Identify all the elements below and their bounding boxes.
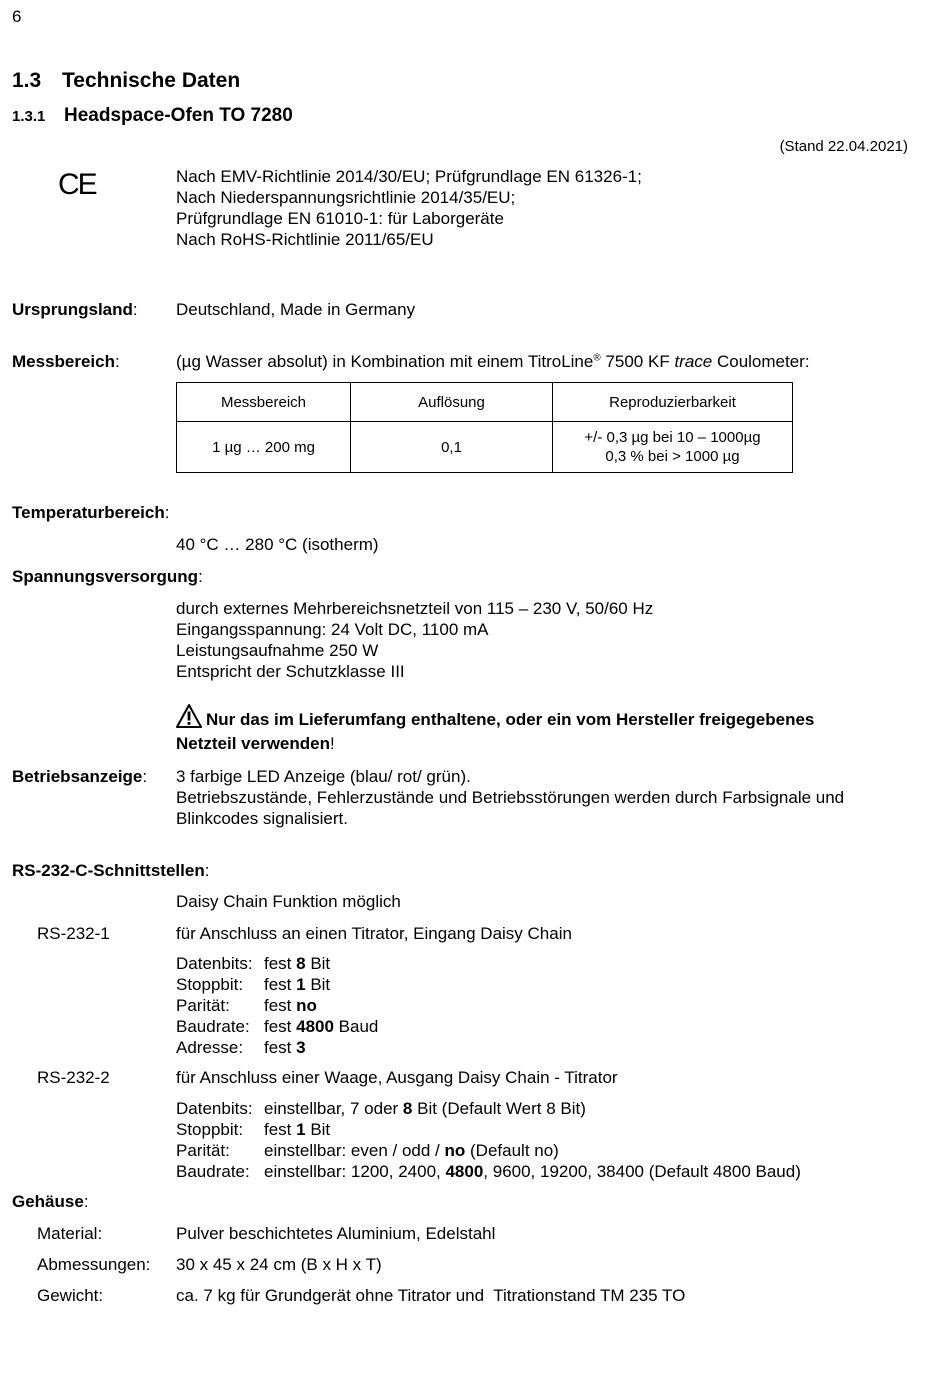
abmessungen-label: Abmessungen:	[37, 1255, 151, 1274]
material-label: Material:	[37, 1224, 103, 1243]
betrieb-line: 3 farbige LED Anzeige (blau/ rot/ grün).	[176, 767, 471, 786]
section-heading	[12, 68, 240, 94]
ursprungsland-label: Ursprungsland:	[12, 300, 138, 319]
messbereich-table	[176, 382, 793, 473]
table-cell-repro: +/- 0,3 µg bei 10 – 1000µg 0,3 % bei > 1000 µg	[553, 422, 793, 473]
spannung-line: durch externes Mehrbereichsnetzteil von 115 – 230 V, 50/60 Hz	[176, 599, 654, 618]
messbereich-description: (µg Wasser absolut) in Kombination mit einem TitroLine® 7500 KF trace Coulometer:	[176, 352, 810, 371]
subsection-number: 1.3.1	[12, 108, 46, 125]
section-title: Technische Daten	[62, 69, 241, 92]
table-row	[177, 422, 793, 473]
stand-date: (Stand 22.04.2021)	[779, 138, 908, 155]
port1-description: für Anschluss an einen Titrator, Eingang Daisy Chain	[176, 924, 572, 943]
page-number: 6	[12, 7, 22, 26]
table-cell-range: 1 µg … 200 mg	[177, 422, 351, 473]
material-value: Pulver beschichtetes Aluminium, Edelstahl	[176, 1224, 496, 1243]
abmessungen-value: 30 x 45 x 24 cm (B x H x T)	[176, 1255, 382, 1274]
daisy-chain-text: Daisy Chain Funktion möglich	[176, 892, 401, 911]
spannung-line: Entspricht der Schutzklasse III	[176, 662, 405, 681]
betrieb-label: Betriebsanzeige:	[12, 767, 148, 786]
conformity-line: Nach Niederspannungsrichtlinie 2014/35/EU;	[176, 188, 516, 207]
subsection-heading	[12, 104, 293, 129]
conformity-line: Nach RoHS-Richtlinie 2011/65/EU	[176, 230, 434, 249]
warning-icon	[176, 704, 202, 733]
gewicht-value: ca. 7 kg für Grundgerät ohne Titrator und Titrationstand TM 235 TO	[176, 1286, 686, 1305]
betrieb-line: Betriebszustände, Fehlerzustände und Betriebsstörungen werden durch Farbsignale und	[176, 788, 845, 807]
table-header-cell: Reproduzierbarkeit	[553, 383, 793, 422]
subsection-title: Headspace-Ofen TO 7280	[64, 105, 293, 126]
ursprungsland-value: Deutschland, Made in Germany	[176, 300, 416, 319]
port1-params: Datenbits: fest 8 Bit Stoppbit: fest 1 Bit Parität: fest no Baudrate: fest 4800 Baud Adresse: fest 3	[176, 954, 379, 1057]
conformity-text	[176, 166, 642, 250]
conformity-line: Nach EMV-Richtlinie 2014/30/EU; Prüfgrundlage EN 61326-1;	[176, 167, 642, 186]
temperatur-label: Temperaturbereich:	[12, 503, 170, 522]
warning-note: Nur das im Lieferumfang enthaltene, oder ein vom Hersteller freigegebenes Netzteil verwenden!	[176, 704, 814, 754]
spannung-line: Eingangsspannung: 24 Volt DC, 1100 mA	[176, 620, 489, 639]
betrieb-lines	[176, 766, 844, 829]
table-cell-resolution: 0,1	[351, 422, 553, 473]
gehaeuse-label: Gehäuse:	[12, 1192, 89, 1211]
spannung-lines	[176, 598, 653, 682]
table-header-cell: Messbereich	[177, 383, 351, 422]
table-header-cell: Auflösung	[351, 383, 553, 422]
section-number: 1.3	[12, 69, 42, 92]
port2-params: Datenbits: einstellbar, 7 oder 8 Bit (Default Wert 8 Bit) Stoppbit: fest 1 Bit Parität: einstellbar: even / odd / no (Default no) Baudrate: einstellbar: 1200, 2400, 4800, 9600, 19200, 38400 (Default 4800 Baud)	[176, 1099, 801, 1181]
port1-name: RS-232-1	[37, 924, 110, 943]
ce-mark-icon: CE	[58, 168, 96, 201]
rs232-label: RS-232-C-Schnittstellen:	[12, 861, 210, 880]
spannung-label: Spannungsversorgung:	[12, 567, 203, 586]
gewicht-label: Gewicht:	[37, 1286, 104, 1305]
port2-description: für Anschluss einer Waage, Ausgang Daisy Chain - Titrator	[176, 1068, 618, 1087]
betrieb-line: Blinkcodes signalisiert.	[176, 809, 348, 828]
port2-name: RS-232-2	[37, 1068, 110, 1087]
messbereich-label: Messbereich:	[12, 352, 120, 371]
table-header-row	[177, 383, 793, 422]
conformity-line: Prüfgrundlage EN 61010-1: für Laborgeräte	[176, 209, 504, 228]
temperatur-value: 40 °C … 280 °C (isotherm)	[176, 535, 379, 554]
spannung-line: Leistungsaufnahme 250 W	[176, 641, 379, 660]
